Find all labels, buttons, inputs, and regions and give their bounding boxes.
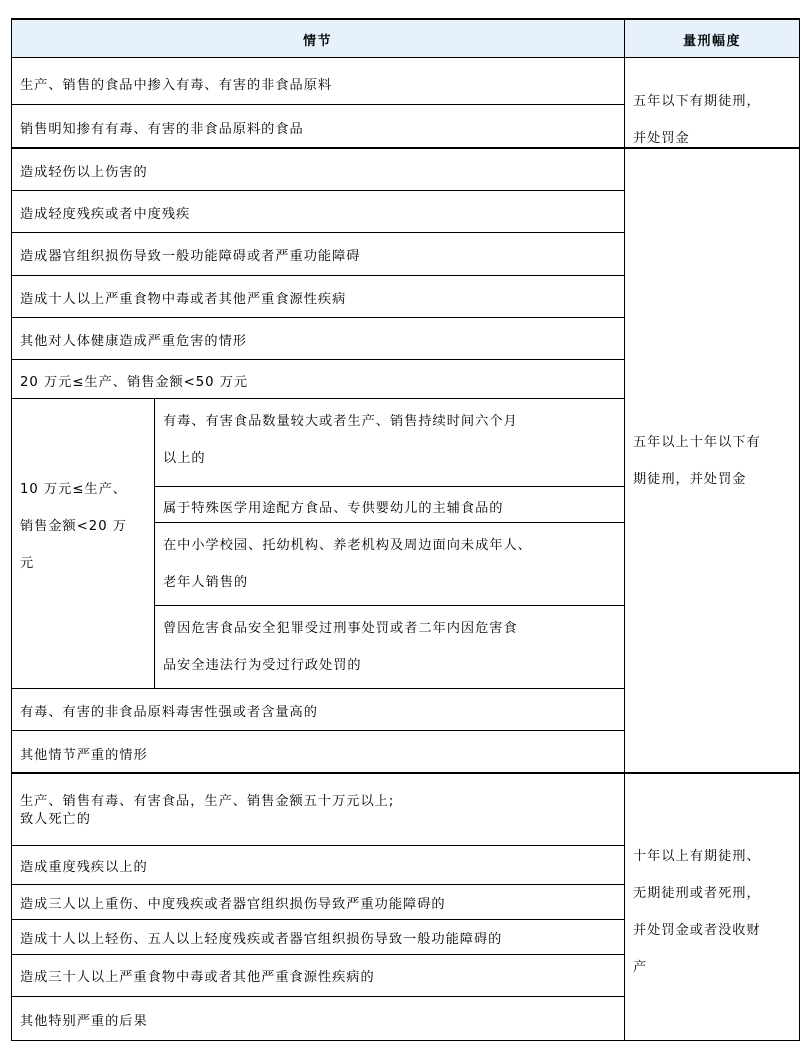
table-row: 有毒、有害的非食品原料毒害性强或者含量高的: [20, 705, 318, 720]
tier1-sentence: 五年以下有期徒刑， 并处罚金: [633, 94, 761, 146]
sub-row-divider: [154, 605, 624, 606]
table-border-right: [799, 18, 800, 1041]
row-divider: [11, 317, 624, 318]
sub-row: 有毒、有害食品数量较大或者生产、销售持续时间六个月 以上的: [163, 414, 518, 466]
sub-row: 在中小学校园、托幼机构、养老机构及周边面向未成年人、 老年人销售的: [163, 538, 532, 590]
tier3-sentence: 十年以上有期徒刑、 无期徒刑或者死刑， 并处罚金或者没收财 产: [633, 849, 761, 975]
row-divider: [11, 954, 624, 955]
row-divider: [11, 996, 624, 997]
table-row: 生产、销售的食品中掺入有毒、有害的非食品原料: [20, 78, 333, 93]
table-row: 造成十人以上严重食物中毒或者其他严重食源性疾病: [20, 292, 347, 307]
row-divider: [11, 232, 624, 233]
sub-row: 属于特殊医学用途配方食品、专供婴幼儿的主辅食品的: [163, 501, 504, 516]
table-row: 造成三人以上重伤、中度残疾或者器官组织损伤导致严重功能障碍的: [20, 897, 446, 912]
sub-row-divider: [154, 522, 624, 523]
sub-group-label: 10 万元≤生产、 销售金额<20 万 元: [20, 482, 127, 571]
row-divider: [11, 845, 624, 846]
table-row: 造成三十人以上严重食物中毒或者其他严重食源性疾病的: [20, 970, 375, 985]
row-divider: [11, 359, 624, 360]
table-border-left: [11, 18, 12, 1041]
row-divider: [11, 190, 624, 191]
table-row: 20 万元≤生产、销售金额<50 万元: [20, 375, 249, 390]
header-circumstance: 情节: [302, 34, 332, 49]
row-divider: [11, 398, 624, 399]
row-divider: [11, 57, 800, 58]
row-divider: [11, 730, 624, 731]
tier-divider: [11, 772, 800, 774]
table-border-top: [11, 18, 800, 20]
row-divider: [11, 275, 624, 276]
row-divider: [11, 104, 624, 105]
table-row: 销售明知掺有有毒、有害的非食品原料的食品: [20, 122, 304, 137]
row-divider: [11, 919, 624, 920]
tier2-sentence: 五年以上十年以下有 期徒刑，并处罚金: [633, 435, 761, 487]
table-row: 造成轻度残疾或者中度残疾: [20, 207, 191, 222]
column-divider: [624, 18, 625, 1041]
header-sentence: 量刑幅度: [682, 34, 741, 49]
table-row: 造成重度残疾以上的: [20, 860, 148, 875]
sub-row: 曾因危害食品安全犯罪受过刑事处罚或者二年内因危害食 品安全违法行为受过行政处罚的: [163, 621, 518, 673]
sentencing-table: [11, 18, 800, 1041]
table-row: 造成十人以上轻伤、五人以上轻度残疾或者器官组织损伤导致一般功能障碍的: [20, 932, 503, 947]
table-row: 其他对人体健康造成严重危害的情形: [20, 334, 247, 349]
table-row: 其他情节严重的情形: [20, 748, 148, 763]
sub-group-divider: [154, 398, 155, 689]
table-row: 生产、销售有毒、有害食品，生产、销售金额五十万元以上; 致人死亡的: [20, 794, 395, 827]
table-row: 其他特别严重的后果: [20, 1014, 148, 1029]
row-divider: [11, 884, 624, 885]
table-row: 造成器官组织损伤导致一般功能障碍或者严重功能障碍: [20, 249, 361, 264]
table-row: 造成轻伤以上伤害的: [20, 165, 148, 180]
row-divider: [11, 688, 624, 689]
table-border-bottom: [11, 1040, 800, 1041]
sub-row-divider: [154, 486, 624, 487]
